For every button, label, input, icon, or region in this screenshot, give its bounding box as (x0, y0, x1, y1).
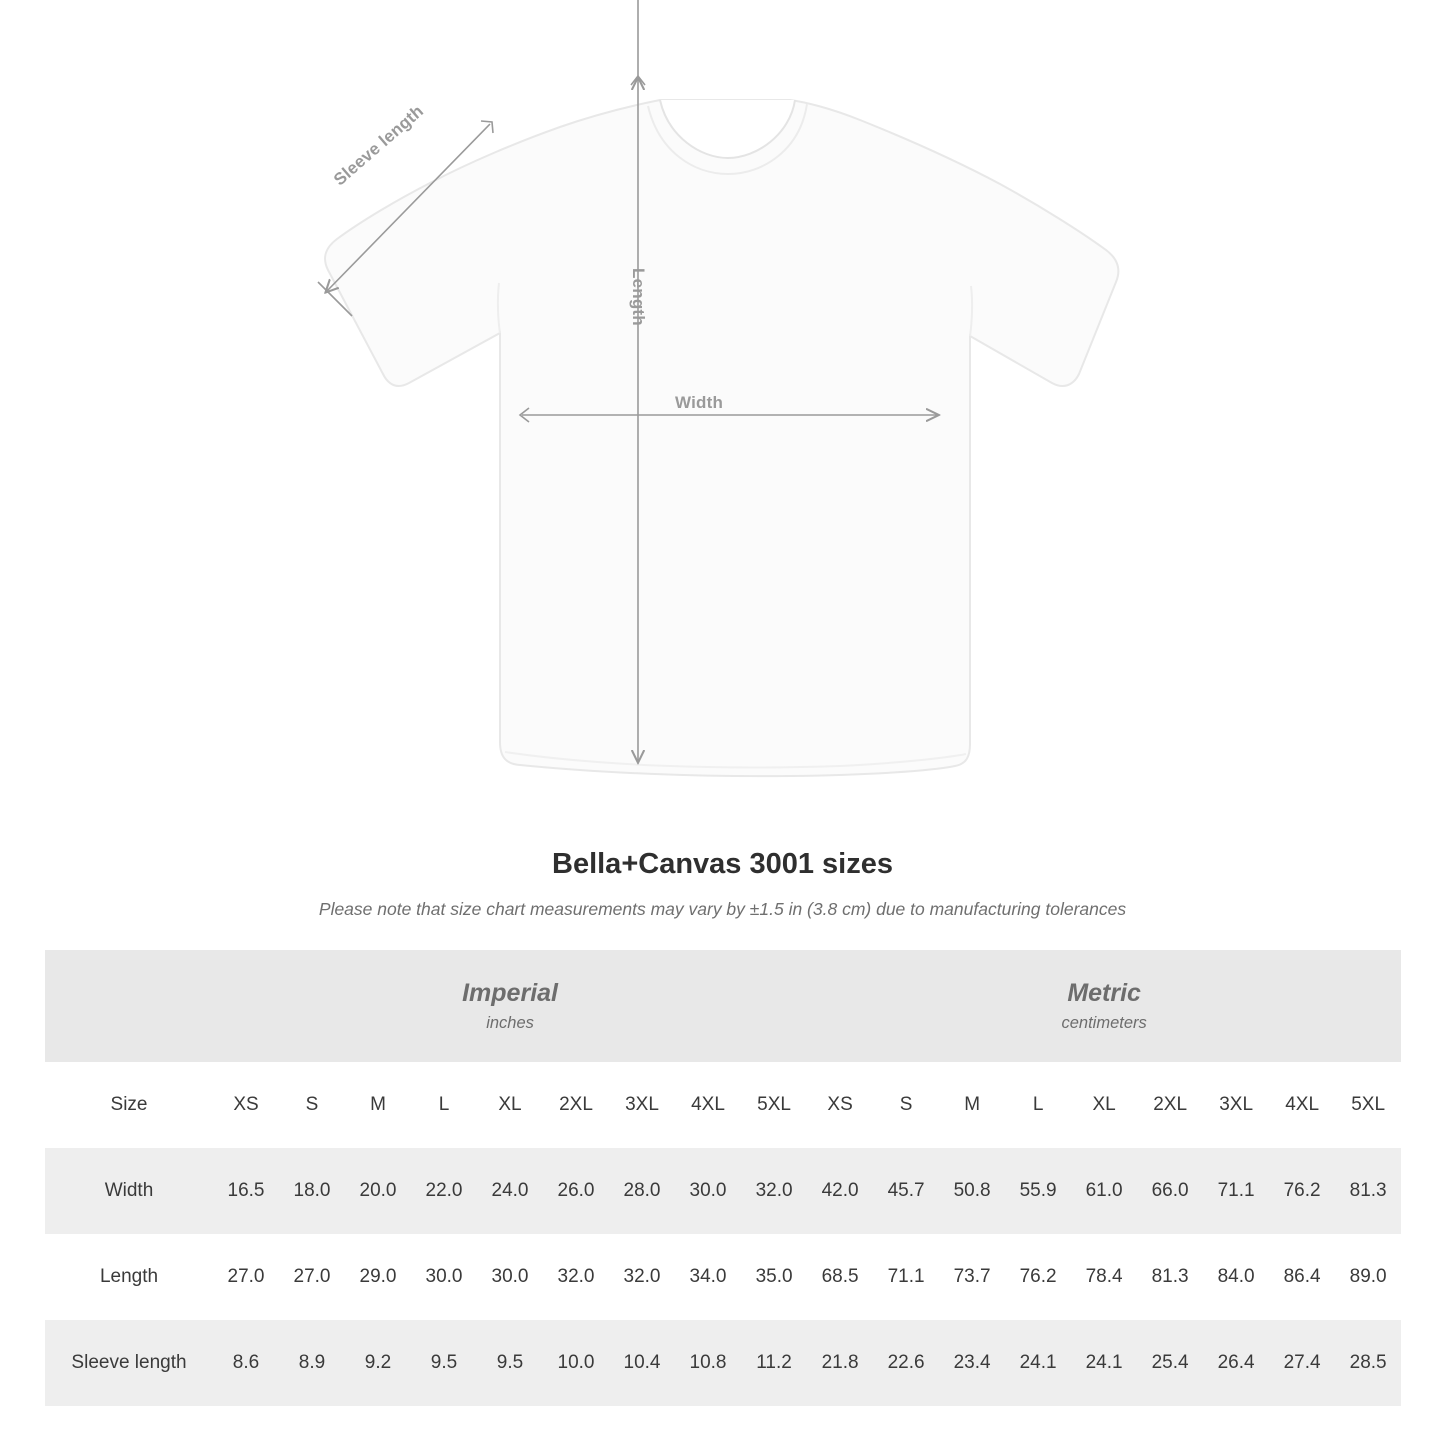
measurement-cell: 10.8 (675, 1320, 741, 1406)
unit-group-subtitle: inches (486, 1013, 534, 1032)
measurement-cell: 8.9 (279, 1320, 345, 1406)
size-header-cell: L (1005, 1062, 1071, 1148)
measurement-cell: 81.3 (1335, 1148, 1401, 1234)
size-header-cell: 5XL (1335, 1062, 1401, 1148)
unit-header-corner (45, 950, 213, 1062)
size-header-cell: M (939, 1062, 1005, 1148)
size-header-cell: XS (807, 1062, 873, 1148)
measurement-cell: 25.4 (1137, 1320, 1203, 1406)
measurement-cell: 42.0 (807, 1148, 873, 1234)
measurement-cell: 84.0 (1203, 1234, 1269, 1320)
measurement-cell: 18.0 (279, 1148, 345, 1234)
measurement-cell: 30.0 (477, 1234, 543, 1320)
page-title: Bella+Canvas 3001 sizes (552, 848, 893, 880)
measurement-cell: 10.4 (609, 1320, 675, 1406)
measurement-cell: 32.0 (741, 1148, 807, 1234)
row-header: Width (45, 1148, 213, 1234)
size-header-cell: 4XL (675, 1062, 741, 1148)
measurement-cell: 61.0 (1071, 1148, 1137, 1234)
measurement-cell: 89.0 (1335, 1234, 1401, 1320)
measurement-cell: 32.0 (609, 1234, 675, 1320)
measurement-cell: 73.7 (939, 1234, 1005, 1320)
size-table (45, 950, 1401, 1406)
measurement-cell: 76.2 (1269, 1148, 1335, 1234)
measurement-cell: 8.6 (213, 1320, 279, 1406)
measurement-cell: 34.0 (675, 1234, 741, 1320)
unit-group-name: Imperial (462, 979, 558, 1008)
row-header: Length (45, 1234, 213, 1320)
measurement-cell: 22.6 (873, 1320, 939, 1406)
measurement-cell: 78.4 (1071, 1234, 1137, 1320)
unit-header-row (45, 950, 1401, 1062)
measurement-cell: 9.5 (411, 1320, 477, 1406)
measurement-cell: 45.7 (873, 1148, 939, 1234)
measurement-cell: 24.1 (1071, 1320, 1137, 1406)
width-label: Width (675, 393, 724, 412)
size-header-cell: 3XL (1203, 1062, 1269, 1148)
unit-group-header (213, 950, 807, 1062)
size-header-cell: L (411, 1062, 477, 1148)
size-column-header: Size (45, 1062, 213, 1148)
size-header-cell: S (279, 1062, 345, 1148)
size-header-cell: 3XL (609, 1062, 675, 1148)
size-header-cell: 5XL (741, 1062, 807, 1148)
size-header-cell: XS (213, 1062, 279, 1148)
measurement-cell: 76.2 (1005, 1234, 1071, 1320)
measurement-cell: 16.5 (213, 1148, 279, 1234)
measurement-cell: 22.0 (411, 1148, 477, 1234)
measurement-cell: 26.4 (1203, 1320, 1269, 1406)
unit-group-subtitle: centimeters (1061, 1013, 1147, 1032)
size-header-cell: 4XL (1269, 1062, 1335, 1148)
measurement-cell: 27.0 (213, 1234, 279, 1320)
measurement-cell: 20.0 (345, 1148, 411, 1234)
measurement-cell: 50.8 (939, 1148, 1005, 1234)
measurement-cell: 71.1 (873, 1234, 939, 1320)
measurement-cell: 28.5 (1335, 1320, 1401, 1406)
size-header-row (45, 1062, 1401, 1148)
size-header-cell: S (873, 1062, 939, 1148)
sleeve-length-label: Sleeve length (330, 101, 428, 190)
measurement-cell: 9.5 (477, 1320, 543, 1406)
chart-heading (0, 848, 1445, 920)
measurement-cell: 27.0 (279, 1234, 345, 1320)
measurement-cell: 26.0 (543, 1148, 609, 1234)
measurement-cell: 30.0 (675, 1148, 741, 1234)
measurement-cell: 10.0 (543, 1320, 609, 1406)
unit-group-header (807, 950, 1401, 1062)
row-header: Sleeve length (45, 1320, 213, 1406)
measurement-cell: 30.0 (411, 1234, 477, 1320)
size-header-cell: M (345, 1062, 411, 1148)
size-header-cell: XL (477, 1062, 543, 1148)
measurement-cell: 32.0 (543, 1234, 609, 1320)
tolerance-note: Please note that size chart measurements may vary by ±1.5 in (3.8 cm) due to manufacturing tolerances (318, 899, 1127, 919)
measurement-cell: 66.0 (1137, 1148, 1203, 1234)
measurement-cell: 24.1 (1005, 1320, 1071, 1406)
measurement-cell: 35.0 (741, 1234, 807, 1320)
unit-group-name: Metric (1067, 979, 1141, 1008)
size-header-cell: XL (1071, 1062, 1137, 1148)
length-label: Length (629, 268, 648, 326)
measurement-cell: 55.9 (1005, 1148, 1071, 1234)
measurement-cell: 29.0 (345, 1234, 411, 1320)
measurement-cell: 9.2 (345, 1320, 411, 1406)
table-row (45, 1320, 1401, 1406)
measurement-cell: 21.8 (807, 1320, 873, 1406)
measurement-cell: 23.4 (939, 1320, 1005, 1406)
size-table-wrapper (45, 950, 1400, 1406)
measurement-cell: 71.1 (1203, 1148, 1269, 1234)
measurement-cell: 11.2 (741, 1320, 807, 1406)
table-row (45, 1148, 1401, 1234)
measurement-cell: 27.4 (1269, 1320, 1335, 1406)
measurement-cell: 81.3 (1137, 1234, 1203, 1320)
table-row (45, 1234, 1401, 1320)
size-header-cell: 2XL (1137, 1062, 1203, 1148)
measurement-cell: 24.0 (477, 1148, 543, 1234)
size-header-cell: 2XL (543, 1062, 609, 1148)
measurement-cell: 86.4 (1269, 1234, 1335, 1320)
measurement-cell: 68.5 (807, 1234, 873, 1320)
tshirt-shape (325, 100, 1118, 776)
measurement-cell: 28.0 (609, 1148, 675, 1234)
